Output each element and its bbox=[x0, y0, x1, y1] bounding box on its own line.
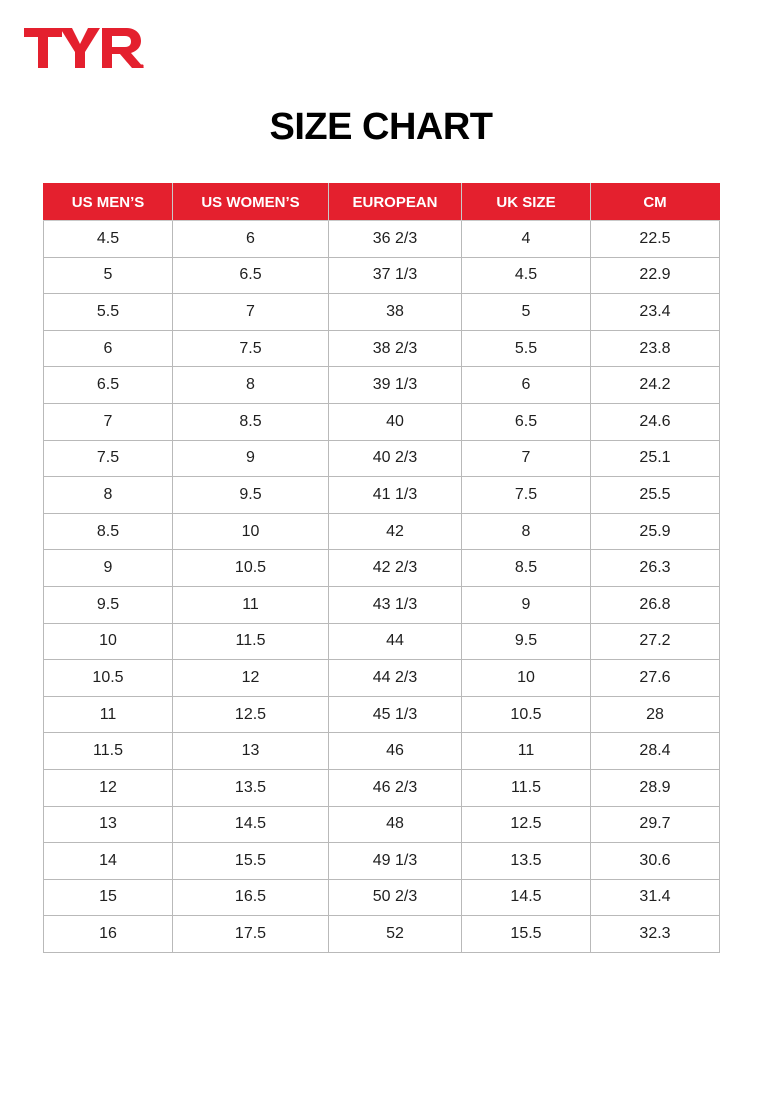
table-row bbox=[44, 769, 720, 806]
cell-us-mens: 5.5 bbox=[44, 294, 173, 331]
cell-uk-size: 12.5 bbox=[462, 806, 591, 843]
cell-us-mens: 11 bbox=[44, 696, 173, 733]
cell-european: 52 bbox=[329, 916, 462, 953]
cell-us-mens: 7 bbox=[44, 403, 173, 440]
cell-european: 38 2/3 bbox=[329, 330, 462, 367]
cell-cm: 28.9 bbox=[591, 769, 720, 806]
cell-us-womens: 13 bbox=[173, 733, 329, 770]
table-row bbox=[44, 916, 720, 953]
table-row bbox=[44, 403, 720, 440]
cell-us-mens: 4.5 bbox=[44, 221, 173, 258]
cell-european: 42 2/3 bbox=[329, 550, 462, 587]
cell-cm: 31.4 bbox=[591, 879, 720, 916]
table-row bbox=[44, 586, 720, 623]
cell-us-womens: 12 bbox=[173, 660, 329, 697]
cell-uk-size: 14.5 bbox=[462, 879, 591, 916]
table-row bbox=[44, 513, 720, 550]
cell-cm: 24.2 bbox=[591, 367, 720, 404]
cell-uk-size: 4.5 bbox=[462, 257, 591, 294]
cell-cm: 25.9 bbox=[591, 513, 720, 550]
cell-european: 46 bbox=[329, 733, 462, 770]
cell-uk-size: 6.5 bbox=[462, 403, 591, 440]
cell-uk-size: 10.5 bbox=[462, 696, 591, 733]
cell-cm: 27.6 bbox=[591, 660, 720, 697]
cell-us-womens: 7 bbox=[173, 294, 329, 331]
cell-us-womens: 15.5 bbox=[173, 843, 329, 880]
cell-us-mens: 13 bbox=[44, 806, 173, 843]
cell-us-womens: 7.5 bbox=[173, 330, 329, 367]
cell-cm: 25.1 bbox=[591, 440, 720, 477]
cell-european: 37 1/3 bbox=[329, 257, 462, 294]
cell-cm: 32.3 bbox=[591, 916, 720, 953]
cell-us-mens: 14 bbox=[44, 843, 173, 880]
table-row bbox=[44, 367, 720, 404]
cell-us-mens: 16 bbox=[44, 916, 173, 953]
cell-us-womens: 6.5 bbox=[173, 257, 329, 294]
cell-cm: 25.5 bbox=[591, 477, 720, 514]
table-row bbox=[44, 843, 720, 880]
table-row bbox=[44, 696, 720, 733]
cell-us-mens: 9.5 bbox=[44, 586, 173, 623]
cell-cm: 22.5 bbox=[591, 221, 720, 258]
table-row bbox=[44, 879, 720, 916]
tyr-logo-mark bbox=[22, 24, 146, 72]
cell-cm: 26.8 bbox=[591, 586, 720, 623]
cell-us-womens: 10.5 bbox=[173, 550, 329, 587]
table-row bbox=[44, 806, 720, 843]
cell-us-womens: 12.5 bbox=[173, 696, 329, 733]
cell-uk-size: 9.5 bbox=[462, 623, 591, 660]
cell-us-mens: 7.5 bbox=[44, 440, 173, 477]
cell-cm: 22.9 bbox=[591, 257, 720, 294]
cell-us-womens: 17.5 bbox=[173, 916, 329, 953]
cell-uk-size: 13.5 bbox=[462, 843, 591, 880]
cell-cm: 30.6 bbox=[591, 843, 720, 880]
size-chart-table bbox=[43, 183, 719, 953]
cell-us-mens: 11.5 bbox=[44, 733, 173, 770]
cell-european: 46 2/3 bbox=[329, 769, 462, 806]
cell-european: 44 bbox=[329, 623, 462, 660]
header-us-womens: US WOMEN’S bbox=[173, 184, 329, 221]
cell-european: 40 bbox=[329, 403, 462, 440]
cell-european: 43 1/3 bbox=[329, 586, 462, 623]
cell-us-womens: 14.5 bbox=[173, 806, 329, 843]
cell-us-womens: 11 bbox=[173, 586, 329, 623]
cell-cm: 28.4 bbox=[591, 733, 720, 770]
cell-uk-size: 11 bbox=[462, 733, 591, 770]
cell-us-womens: 16.5 bbox=[173, 879, 329, 916]
cell-cm: 23.4 bbox=[591, 294, 720, 331]
cell-us-womens: 11.5 bbox=[173, 623, 329, 660]
table-header-row bbox=[44, 184, 720, 221]
cell-cm: 24.6 bbox=[591, 403, 720, 440]
cell-us-womens: 8.5 bbox=[173, 403, 329, 440]
cell-uk-size: 11.5 bbox=[462, 769, 591, 806]
cell-uk-size: 4 bbox=[462, 221, 591, 258]
cell-cm: 28 bbox=[591, 696, 720, 733]
cell-us-mens: 5 bbox=[44, 257, 173, 294]
cell-european: 40 2/3 bbox=[329, 440, 462, 477]
cell-us-womens: 9.5 bbox=[173, 477, 329, 514]
cell-us-womens: 13.5 bbox=[173, 769, 329, 806]
table-row bbox=[44, 257, 720, 294]
table-row bbox=[44, 550, 720, 587]
cell-uk-size: 15.5 bbox=[462, 916, 591, 953]
cell-us-mens: 10.5 bbox=[44, 660, 173, 697]
page-title: SIZE CHART bbox=[269, 106, 493, 148]
cell-us-mens: 9 bbox=[44, 550, 173, 587]
cell-uk-size: 7 bbox=[462, 440, 591, 477]
cell-european: 48 bbox=[329, 806, 462, 843]
table-row bbox=[44, 623, 720, 660]
cell-european: 45 1/3 bbox=[329, 696, 462, 733]
cell-us-mens: 6 bbox=[44, 330, 173, 367]
cell-us-womens: 6 bbox=[173, 221, 329, 258]
cell-us-womens: 10 bbox=[173, 513, 329, 550]
cell-us-mens: 8 bbox=[44, 477, 173, 514]
cell-us-mens: 6.5 bbox=[44, 367, 173, 404]
cell-uk-size: 8 bbox=[462, 513, 591, 550]
cell-us-mens: 12 bbox=[44, 769, 173, 806]
cell-cm: 23.8 bbox=[591, 330, 720, 367]
cell-uk-size: 10 bbox=[462, 660, 591, 697]
table-row bbox=[44, 440, 720, 477]
table-row bbox=[44, 294, 720, 331]
cell-european: 50 2/3 bbox=[329, 879, 462, 916]
cell-european: 41 1/3 bbox=[329, 477, 462, 514]
table-row bbox=[44, 733, 720, 770]
cell-us-mens: 8.5 bbox=[44, 513, 173, 550]
cell-uk-size: 5.5 bbox=[462, 330, 591, 367]
cell-european: 44 2/3 bbox=[329, 660, 462, 697]
cell-us-mens: 10 bbox=[44, 623, 173, 660]
cell-european: 39 1/3 bbox=[329, 367, 462, 404]
cell-cm: 29.7 bbox=[591, 806, 720, 843]
cell-uk-size: 8.5 bbox=[462, 550, 591, 587]
cell-us-womens: 9 bbox=[173, 440, 329, 477]
cell-european: 36 2/3 bbox=[329, 221, 462, 258]
header-cm: CM bbox=[591, 184, 720, 221]
cell-uk-size: 5 bbox=[462, 294, 591, 331]
cell-uk-size: 6 bbox=[462, 367, 591, 404]
table-row bbox=[44, 660, 720, 697]
cell-uk-size: 7.5 bbox=[462, 477, 591, 514]
cell-european: 49 1/3 bbox=[329, 843, 462, 880]
header-european: EUROPEAN bbox=[329, 184, 462, 221]
tyr-logo bbox=[22, 24, 146, 72]
header-uk-size: UK SIZE bbox=[462, 184, 591, 221]
table-row bbox=[44, 477, 720, 514]
header-us-mens: US MEN’S bbox=[44, 184, 173, 221]
cell-cm: 27.2 bbox=[591, 623, 720, 660]
table-row bbox=[44, 330, 720, 367]
cell-european: 38 bbox=[329, 294, 462, 331]
cell-us-womens: 8 bbox=[173, 367, 329, 404]
cell-uk-size: 9 bbox=[462, 586, 591, 623]
cell-european: 42 bbox=[329, 513, 462, 550]
table-row bbox=[44, 221, 720, 258]
cell-cm: 26.3 bbox=[591, 550, 720, 587]
cell-us-mens: 15 bbox=[44, 879, 173, 916]
